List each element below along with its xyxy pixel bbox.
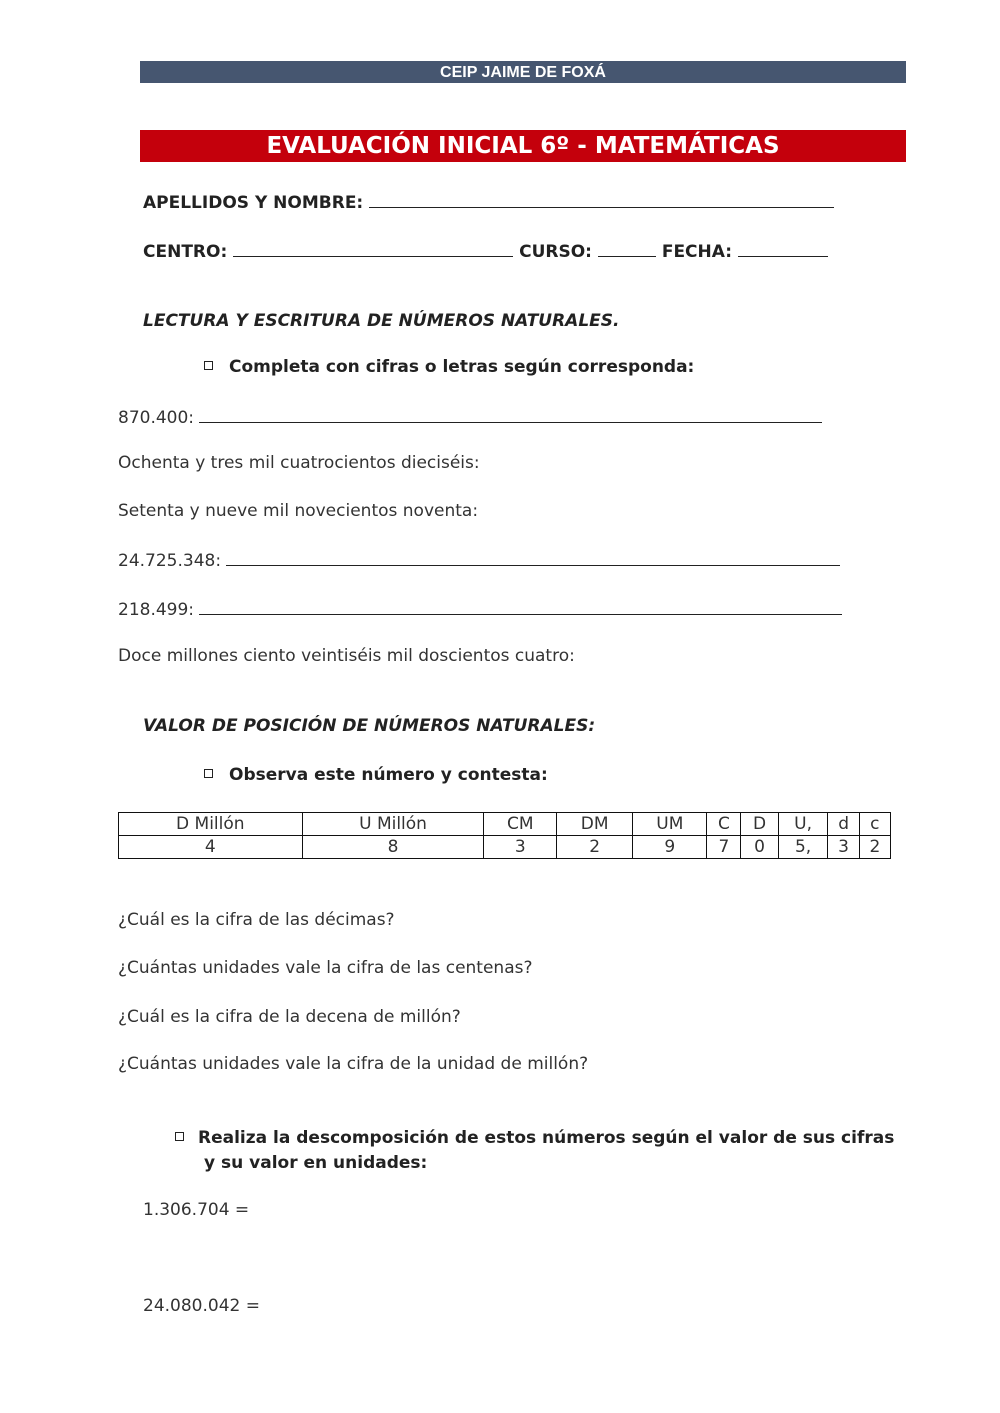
table-cell: 3 xyxy=(484,836,557,859)
table-header-cell: c xyxy=(859,813,890,836)
item-text: 218.499: xyxy=(118,600,195,620)
question-item: ¿Cuál es la cifra de la decena de millón? xyxy=(118,1007,461,1027)
list-item xyxy=(118,548,840,571)
list-item: Ochenta y tres mil cuatrocientos dieciséis: xyxy=(118,453,480,473)
table-header-cell: DM xyxy=(557,813,633,836)
centro-row xyxy=(143,239,828,262)
curso-field[interactable] xyxy=(598,239,656,257)
table-cell: 7 xyxy=(707,836,741,859)
checkbox-bullet-icon xyxy=(204,361,213,370)
list-item xyxy=(118,597,842,620)
table-header-cell: d xyxy=(828,813,859,836)
instruction-text: Observa este número y contesta: xyxy=(229,765,548,785)
decomposition-item: 1.306.704 = xyxy=(143,1200,250,1220)
question-item: ¿Cuántas unidades vale la cifra de las centenas? xyxy=(118,958,533,978)
checkbox-bullet-icon xyxy=(204,769,213,778)
fecha-field[interactable] xyxy=(738,239,828,257)
section-title-lectura: LECTURA Y ESCRITURA DE NÚMEROS NATURALES. xyxy=(143,311,620,331)
question-item: ¿Cuántas unidades vale la cifra de la unidad de millón? xyxy=(118,1054,589,1074)
table-header-row xyxy=(119,813,891,836)
position-table xyxy=(118,812,891,859)
answer-line[interactable] xyxy=(199,597,842,615)
fecha-label: FECHA: xyxy=(661,242,733,262)
table-cell: 2 xyxy=(557,836,633,859)
table-cell: 9 xyxy=(633,836,707,859)
table-header-cell: CM xyxy=(484,813,557,836)
table-cell: 2 xyxy=(859,836,890,859)
instruction-observa xyxy=(204,765,548,785)
instruction-text-line1: Realiza la descomposición de estos números según el valor de sus cifras xyxy=(198,1128,895,1148)
centro-label: CENTRO: xyxy=(143,242,228,262)
centro-field[interactable] xyxy=(233,239,513,257)
table-cell: 3 xyxy=(828,836,859,859)
instruction-text-line2: y su valor en unidades: xyxy=(204,1153,428,1173)
list-item: Doce millones ciento veintiséis mil doscientos cuatro: xyxy=(118,646,575,666)
table-cell: 0 xyxy=(741,836,778,859)
instruction-text: Completa con cifras o letras según corresponda: xyxy=(229,357,695,377)
table-header-cell: UM xyxy=(633,813,707,836)
table-row xyxy=(119,836,891,859)
table-header-cell: U Millón xyxy=(302,813,484,836)
table-cell: 4 xyxy=(119,836,303,859)
name-field[interactable] xyxy=(369,190,834,208)
name-row xyxy=(143,190,834,213)
title-banner xyxy=(140,130,906,162)
list-item: Setenta y nueve mil novecientos noventa: xyxy=(118,501,479,521)
question-item: ¿Cuál es la cifra de las décimas? xyxy=(118,910,395,930)
instruction-descomposicion xyxy=(175,1128,915,1148)
name-label: APELLIDOS Y NOMBRE: xyxy=(143,193,364,213)
section-title-valor: VALOR DE POSICIÓN DE NÚMEROS NATURALES: xyxy=(143,716,596,736)
school-banner xyxy=(140,61,906,83)
table-header-cell: C xyxy=(707,813,741,836)
item-text: 870.400: xyxy=(118,408,195,428)
table-cell: 5, xyxy=(778,836,828,859)
item-text: 24.725.348: xyxy=(118,551,222,571)
decomposition-item: 24.080.042 = xyxy=(143,1296,260,1316)
list-item xyxy=(118,405,822,428)
curso-label: CURSO: xyxy=(519,242,592,262)
table-header-cell: D Millón xyxy=(119,813,303,836)
instruction-completa xyxy=(204,357,694,377)
table-cell: 8 xyxy=(302,836,484,859)
checkbox-bullet-icon xyxy=(175,1132,184,1141)
page-title: EVALUACIÓN INICIAL 6º - MATEMÁTICAS xyxy=(266,133,780,159)
answer-line[interactable] xyxy=(199,405,822,423)
school-name: CEIP JAIME DE FOXÁ xyxy=(440,64,606,81)
table-header-cell: D xyxy=(741,813,778,836)
answer-line[interactable] xyxy=(226,548,840,566)
table-header-cell: U, xyxy=(778,813,828,836)
